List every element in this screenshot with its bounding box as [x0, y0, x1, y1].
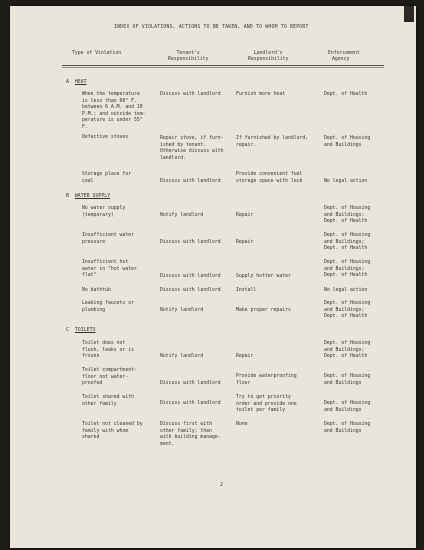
cell-line: and Buildings [324, 407, 362, 413]
cell-line: P.M.; and outside tem- [82, 111, 146, 117]
tenant-cell [160, 422, 221, 448]
cell-line: Toilet not cleaned by [82, 422, 143, 427]
column-header-line: Responsibility [248, 57, 289, 62]
cell-line: Storage place for [82, 172, 132, 177]
cell-line: None [236, 422, 248, 427]
cell-line: Toilet shared with [82, 395, 134, 400]
section-letter: C [66, 327, 69, 333]
cell-line: proofed [82, 381, 103, 387]
section-letter: A [66, 79, 69, 85]
cell-line: Provide convenient fuel [236, 172, 303, 177]
page-title: INDEX OF VIOLATIONS, ACTIONS TO BE TAKEN, AND TO WHOM TO REPORT [114, 25, 309, 30]
cell-line: Repair stove, if furn- [160, 136, 224, 141]
agency-cell [324, 401, 370, 414]
cell-line: Dept. of Housing [324, 136, 371, 141]
tenant-cell [160, 308, 203, 315]
cell-line: Notify landlord [160, 308, 204, 313]
agency-cell [324, 422, 370, 435]
cell-line: Supply hotter water [236, 274, 291, 279]
cell-line: flush, leaks or is [82, 347, 134, 353]
cell-line: Dept. of Health [324, 246, 368, 252]
cell-line: and Buildings [324, 142, 362, 148]
cell-line: F. [82, 124, 88, 130]
cell-line: Discuss with landlord [160, 179, 221, 184]
cell-line: Notify landlord [160, 213, 204, 218]
violation-cell [82, 233, 134, 246]
cell-line: Discuss first with [160, 422, 212, 427]
landlord-cell [236, 213, 253, 220]
tenant-cell [160, 354, 203, 361]
cell-line: Try to get priority [236, 395, 291, 400]
cell-line: Furnish more heat [236, 92, 286, 97]
cell-line: with building manage- [160, 435, 221, 441]
column-header-line: Responsibility [168, 57, 209, 62]
cell-line: between 6 A.M. and 10 [82, 105, 143, 111]
cell-line: No legal action [324, 288, 368, 293]
cell-line: Discuss with landlord [160, 381, 221, 386]
cell-line: Dept. of Housing [324, 260, 371, 265]
cell-line: Dept. of Housing [324, 233, 371, 238]
cell-line: Otherwise discuss with [160, 149, 224, 155]
landlord-cell [236, 288, 256, 295]
violation-cell [82, 301, 134, 314]
column-header-line: Enforcement [328, 51, 360, 56]
landlord-cell [236, 274, 291, 281]
cell-line: and Buildings; [324, 239, 365, 245]
section-title: HEAT [74, 79, 87, 85]
cell-line: order and provide one [236, 401, 297, 407]
tenant-cell [160, 213, 203, 220]
agency-cell [324, 206, 370, 226]
tenant-cell [160, 92, 221, 99]
landlord-cell [236, 240, 253, 247]
cell-line: Dept. of Housing [324, 422, 371, 427]
column-header-line: Landlord's [253, 51, 283, 56]
cell-line: Dept. of Health [324, 314, 368, 320]
cell-line: No bathtub [82, 288, 111, 293]
column-header-violation [72, 51, 121, 57]
cell-line: and Buildings; [324, 347, 365, 353]
header-rule-lower [62, 67, 384, 68]
cell-line: Discuss with landlord [160, 240, 221, 245]
cell-line: flat" [82, 273, 97, 279]
cell-line: Dept. of Housing [324, 206, 371, 211]
cell-line: ment. [160, 441, 175, 447]
violation-cell [82, 92, 146, 132]
cell-line: Dept. of Housing [324, 341, 371, 346]
violation-cell [82, 288, 111, 295]
tenant-cell [160, 288, 221, 295]
cell-line: Dept. of Health [324, 354, 368, 360]
cell-line: Repair [236, 354, 254, 359]
cell-line: and Buildings [324, 428, 362, 434]
agency-cell [324, 179, 367, 186]
cell-line: Make proper repairs [236, 308, 291, 313]
cell-line: When the temperature [82, 92, 140, 97]
cell-line: (temporary) [82, 212, 114, 218]
tenant-cell [160, 401, 221, 408]
agency-cell [324, 92, 367, 99]
cell-line: Discuss with landlord [160, 92, 221, 97]
section-title: TOILETS [74, 327, 96, 333]
cell-line: No legal action [324, 179, 368, 184]
cell-line: is less than 68° F. [82, 98, 137, 104]
cell-line: water in "hot water [82, 266, 137, 272]
cell-line: Insufficient water [82, 233, 134, 238]
landlord-cell [236, 422, 248, 429]
cell-line: other family; then [160, 428, 212, 434]
landlord-cell [236, 92, 285, 99]
violation-cell [82, 172, 131, 185]
landlord-cell [236, 136, 308, 149]
cell-line: floor not water- [82, 374, 129, 380]
cell-line: Discuss with landlord [160, 401, 221, 406]
cell-line: landlord. [160, 155, 186, 161]
cell-line: Leaking faucets or [82, 301, 134, 306]
cell-line: Dept. of Health [324, 92, 368, 97]
cell-line: pressure [82, 239, 106, 245]
cell-line: and Buildings; [324, 307, 365, 313]
cell-line: ished by tenant. [160, 142, 207, 148]
section-heading-heat [66, 79, 87, 85]
violation-cell [82, 368, 137, 388]
cell-line: Dept. of Health [324, 273, 368, 279]
tenant-cell [160, 240, 221, 247]
section-heading-toilets [66, 327, 95, 333]
cell-line: and Buildings; [324, 212, 365, 218]
column-header-landlord [248, 51, 288, 63]
violation-cell [82, 422, 143, 442]
cell-line: storage space with lock [236, 178, 303, 184]
cell-line: family with whom [82, 428, 129, 434]
column-header-tenant [168, 51, 208, 63]
agency-cell [324, 260, 370, 280]
cell-line: Provide waterproofing [236, 374, 297, 379]
cell-line: coal [82, 178, 94, 184]
landlord-cell [236, 395, 297, 415]
cell-line: frozen [82, 354, 100, 360]
agency-cell [324, 136, 370, 149]
tenant-cell [160, 179, 221, 186]
cell-line: Repair [236, 240, 254, 245]
landlord-cell [236, 172, 302, 185]
cell-line: Dept. of Housing [324, 301, 371, 306]
cell-line: Toilet compartment- [82, 368, 137, 373]
cell-line: toilet per family [236, 408, 286, 414]
cell-line: plumbing [82, 307, 106, 313]
cell-line: Dept. of Housing [324, 401, 371, 406]
page-number: 2 [220, 482, 224, 488]
section-heading-water-supply [66, 193, 110, 199]
cell-line: No water supply [82, 206, 126, 211]
landlord-cell [236, 374, 297, 387]
violation-cell [82, 135, 128, 142]
cell-line: and Buildings [324, 380, 362, 386]
corner-mark: E [404, 7, 410, 17]
cell-line: floor [236, 380, 251, 386]
cell-line: Dept. of Housing [324, 374, 371, 379]
agency-cell [324, 301, 370, 321]
agency-cell [324, 341, 370, 361]
cell-line: Notify landlord [160, 354, 204, 359]
violation-cell [82, 341, 134, 361]
cell-line: Dept. of Health [324, 219, 368, 225]
cell-line: Insufficient hot [82, 260, 129, 265]
cell-line: Toilet does not [82, 341, 126, 346]
cell-line: Discuss with landlord [160, 288, 221, 293]
column-header-agency [328, 51, 360, 63]
cell-line: other family [82, 401, 117, 407]
section-title: WATER SUPPLY [74, 193, 111, 199]
agency-cell [324, 233, 370, 253]
tenant-cell [160, 136, 224, 162]
cell-line: If furnished by landlord, [236, 136, 309, 141]
violation-cell [82, 206, 125, 219]
cell-line: Discuss with landlord [160, 274, 221, 279]
violation-cell [82, 395, 134, 408]
cell-line: Defective stoves [82, 135, 129, 140]
agency-cell [324, 374, 370, 387]
column-header-line: Tenant's [176, 51, 200, 56]
tenant-cell [160, 381, 221, 388]
landlord-cell [236, 308, 291, 315]
violation-cell [82, 260, 137, 280]
column-header-line: Type of Violation [72, 51, 122, 56]
section-letter: B [66, 193, 69, 199]
landlord-cell [236, 354, 253, 361]
cell-line: shared [82, 435, 100, 441]
cell-line: perature is under 55° [82, 118, 143, 124]
cell-line: and Buildings; [324, 266, 365, 272]
agency-cell [324, 288, 367, 295]
tenant-cell [160, 274, 221, 281]
document-page [10, 6, 416, 548]
cell-line: repair. [236, 142, 257, 148]
cell-line: Install [236, 288, 257, 293]
cell-line: Repair [236, 213, 254, 218]
column-header-line: Agency [332, 57, 350, 62]
